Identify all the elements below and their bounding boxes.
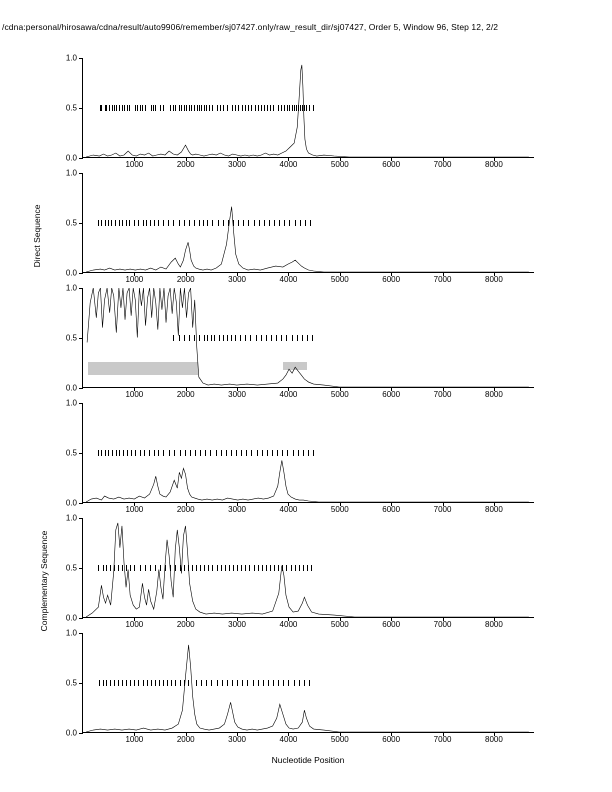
y-tick-label: 1.0: [65, 168, 77, 178]
x-tick-label: 1000: [125, 735, 144, 744]
x-tick-label: 1000: [125, 620, 144, 629]
series-line: [86, 523, 529, 617]
x-tick-label: 6000: [382, 390, 401, 399]
y-tick: [79, 273, 83, 274]
page-title: /cdna:personal/hirosawa/cdna/result/auto9906/remember/sj07427.only/raw_result_dir/sj07427, Order 5, Window 96, Step 12, 2/2: [2, 22, 499, 32]
plot-panel: [65, 168, 534, 284]
y-tick: [79, 618, 83, 619]
x-tick-label: 3000: [228, 620, 246, 629]
y-tick-label: 1.0: [65, 513, 77, 523]
x-tick-label: 3000: [228, 160, 246, 169]
series-line: [86, 65, 529, 157]
y-tick-label: 1.0: [65, 53, 77, 63]
data-trace: [83, 518, 534, 617]
y-tick: [79, 503, 83, 504]
y-tick-label: 0.5: [65, 448, 77, 458]
x-tick-label: 1000: [125, 505, 144, 514]
y-tick-label: 0.5: [65, 333, 77, 343]
y-tick-label: 0.0: [65, 613, 77, 623]
y-tick: [79, 733, 83, 734]
panel-plot-area: [83, 403, 534, 502]
panel-plot-area: [83, 173, 534, 272]
plot-panel: [65, 53, 534, 169]
x-tick-label: 6000: [382, 505, 401, 514]
x-tick-label: 7000: [433, 160, 452, 169]
x-tick-label: 5000: [330, 735, 349, 744]
y-tick-label: 1.0: [65, 628, 77, 638]
x-tick-label: 3000: [228, 275, 246, 284]
y-tick-label: 0.0: [65, 268, 77, 278]
x-tick-label: 7000: [433, 735, 452, 744]
x-tick-label: 8000: [485, 160, 503, 169]
x-tick-label: 6000: [382, 160, 401, 169]
x-tick-label: 6000: [382, 620, 401, 629]
y-tick: [79, 388, 83, 389]
panel-plot-area: [83, 518, 534, 617]
x-tick-label: 2000: [176, 735, 195, 744]
x-tick-label: 1000: [125, 160, 144, 169]
plot-panel: [65, 513, 534, 629]
x-tick-label: 4000: [279, 275, 298, 284]
x-tick-label: 5000: [330, 160, 349, 169]
y-tick-label: 1.0: [65, 398, 77, 408]
y-tick-label: 0.0: [65, 383, 77, 393]
panel-plot-area: [83, 288, 534, 387]
x-tick-label: 8000: [485, 275, 503, 284]
x-tick-label: 8000: [485, 620, 503, 629]
panel-plot-area: [83, 58, 534, 157]
x-tick-label: 1000: [125, 390, 144, 399]
x-tick-label: 3000: [228, 390, 246, 399]
y-tick-label: 0.5: [65, 218, 77, 228]
data-trace: [83, 633, 534, 732]
y-tick-label: 0.5: [65, 103, 77, 113]
x-tick-label: 4000: [279, 620, 298, 629]
x-tick-label: 6000: [382, 735, 401, 744]
series-line: [86, 460, 529, 502]
y-axis-label-complementary: Complementary Sequence: [39, 530, 49, 631]
y-tick-label: 0.5: [65, 563, 77, 573]
y-axis-label-direct: Direct Sequence: [32, 204, 42, 267]
x-tick-label: 3000: [228, 505, 246, 514]
x-tick-label: 4000: [279, 735, 298, 744]
series-line: [86, 207, 529, 272]
data-trace: [83, 403, 534, 502]
x-tick-label: 4000: [279, 160, 298, 169]
x-tick-label: 5000: [330, 390, 349, 399]
x-tick-label: 8000: [485, 735, 503, 744]
y-tick-label: 0.0: [65, 153, 77, 163]
plot-panel: [65, 628, 534, 744]
data-trace: [83, 173, 534, 272]
x-tick-label: 7000: [433, 620, 452, 629]
x-tick-label: 6000: [382, 275, 401, 284]
x-tick-label: 7000: [433, 505, 452, 514]
x-tick-label: 7000: [433, 275, 452, 284]
x-axis-label: Nucleotide Position: [271, 755, 345, 765]
x-tick-label: 2000: [176, 620, 195, 629]
x-tick-label: 5000: [330, 620, 349, 629]
y-tick: [79, 158, 83, 159]
x-tick-label: 5000: [330, 275, 349, 284]
x-tick-label: 2000: [176, 160, 195, 169]
plot-stack: [0, 44, 612, 744]
panel-plot-area: [83, 633, 534, 732]
x-tick-label: 2000: [176, 275, 195, 284]
x-tick-label: 7000: [433, 390, 452, 399]
x-tick-label: 4000: [279, 505, 298, 514]
x-tick-label: 5000: [330, 505, 349, 514]
y-tick-label: 1.0: [65, 283, 77, 293]
y-tick-label: 0.5: [65, 678, 77, 688]
x-tick-label: 1000: [125, 275, 144, 284]
x-tick-label: 4000: [279, 390, 298, 399]
x-tick-label: 8000: [485, 505, 503, 514]
plot-panel: [65, 398, 534, 514]
y-tick-label: 0.0: [65, 728, 77, 738]
series-line: [87, 288, 529, 387]
data-trace: [83, 58, 534, 157]
y-tick-label: 0.0: [65, 498, 77, 508]
x-tick-label: 3000: [228, 735, 246, 744]
x-tick-label: 8000: [485, 390, 503, 399]
data-trace: [83, 288, 534, 387]
plot-panel: [65, 283, 534, 399]
series-line: [86, 645, 529, 732]
x-tick-label: 2000: [176, 390, 195, 399]
x-tick-label: 2000: [176, 505, 195, 514]
